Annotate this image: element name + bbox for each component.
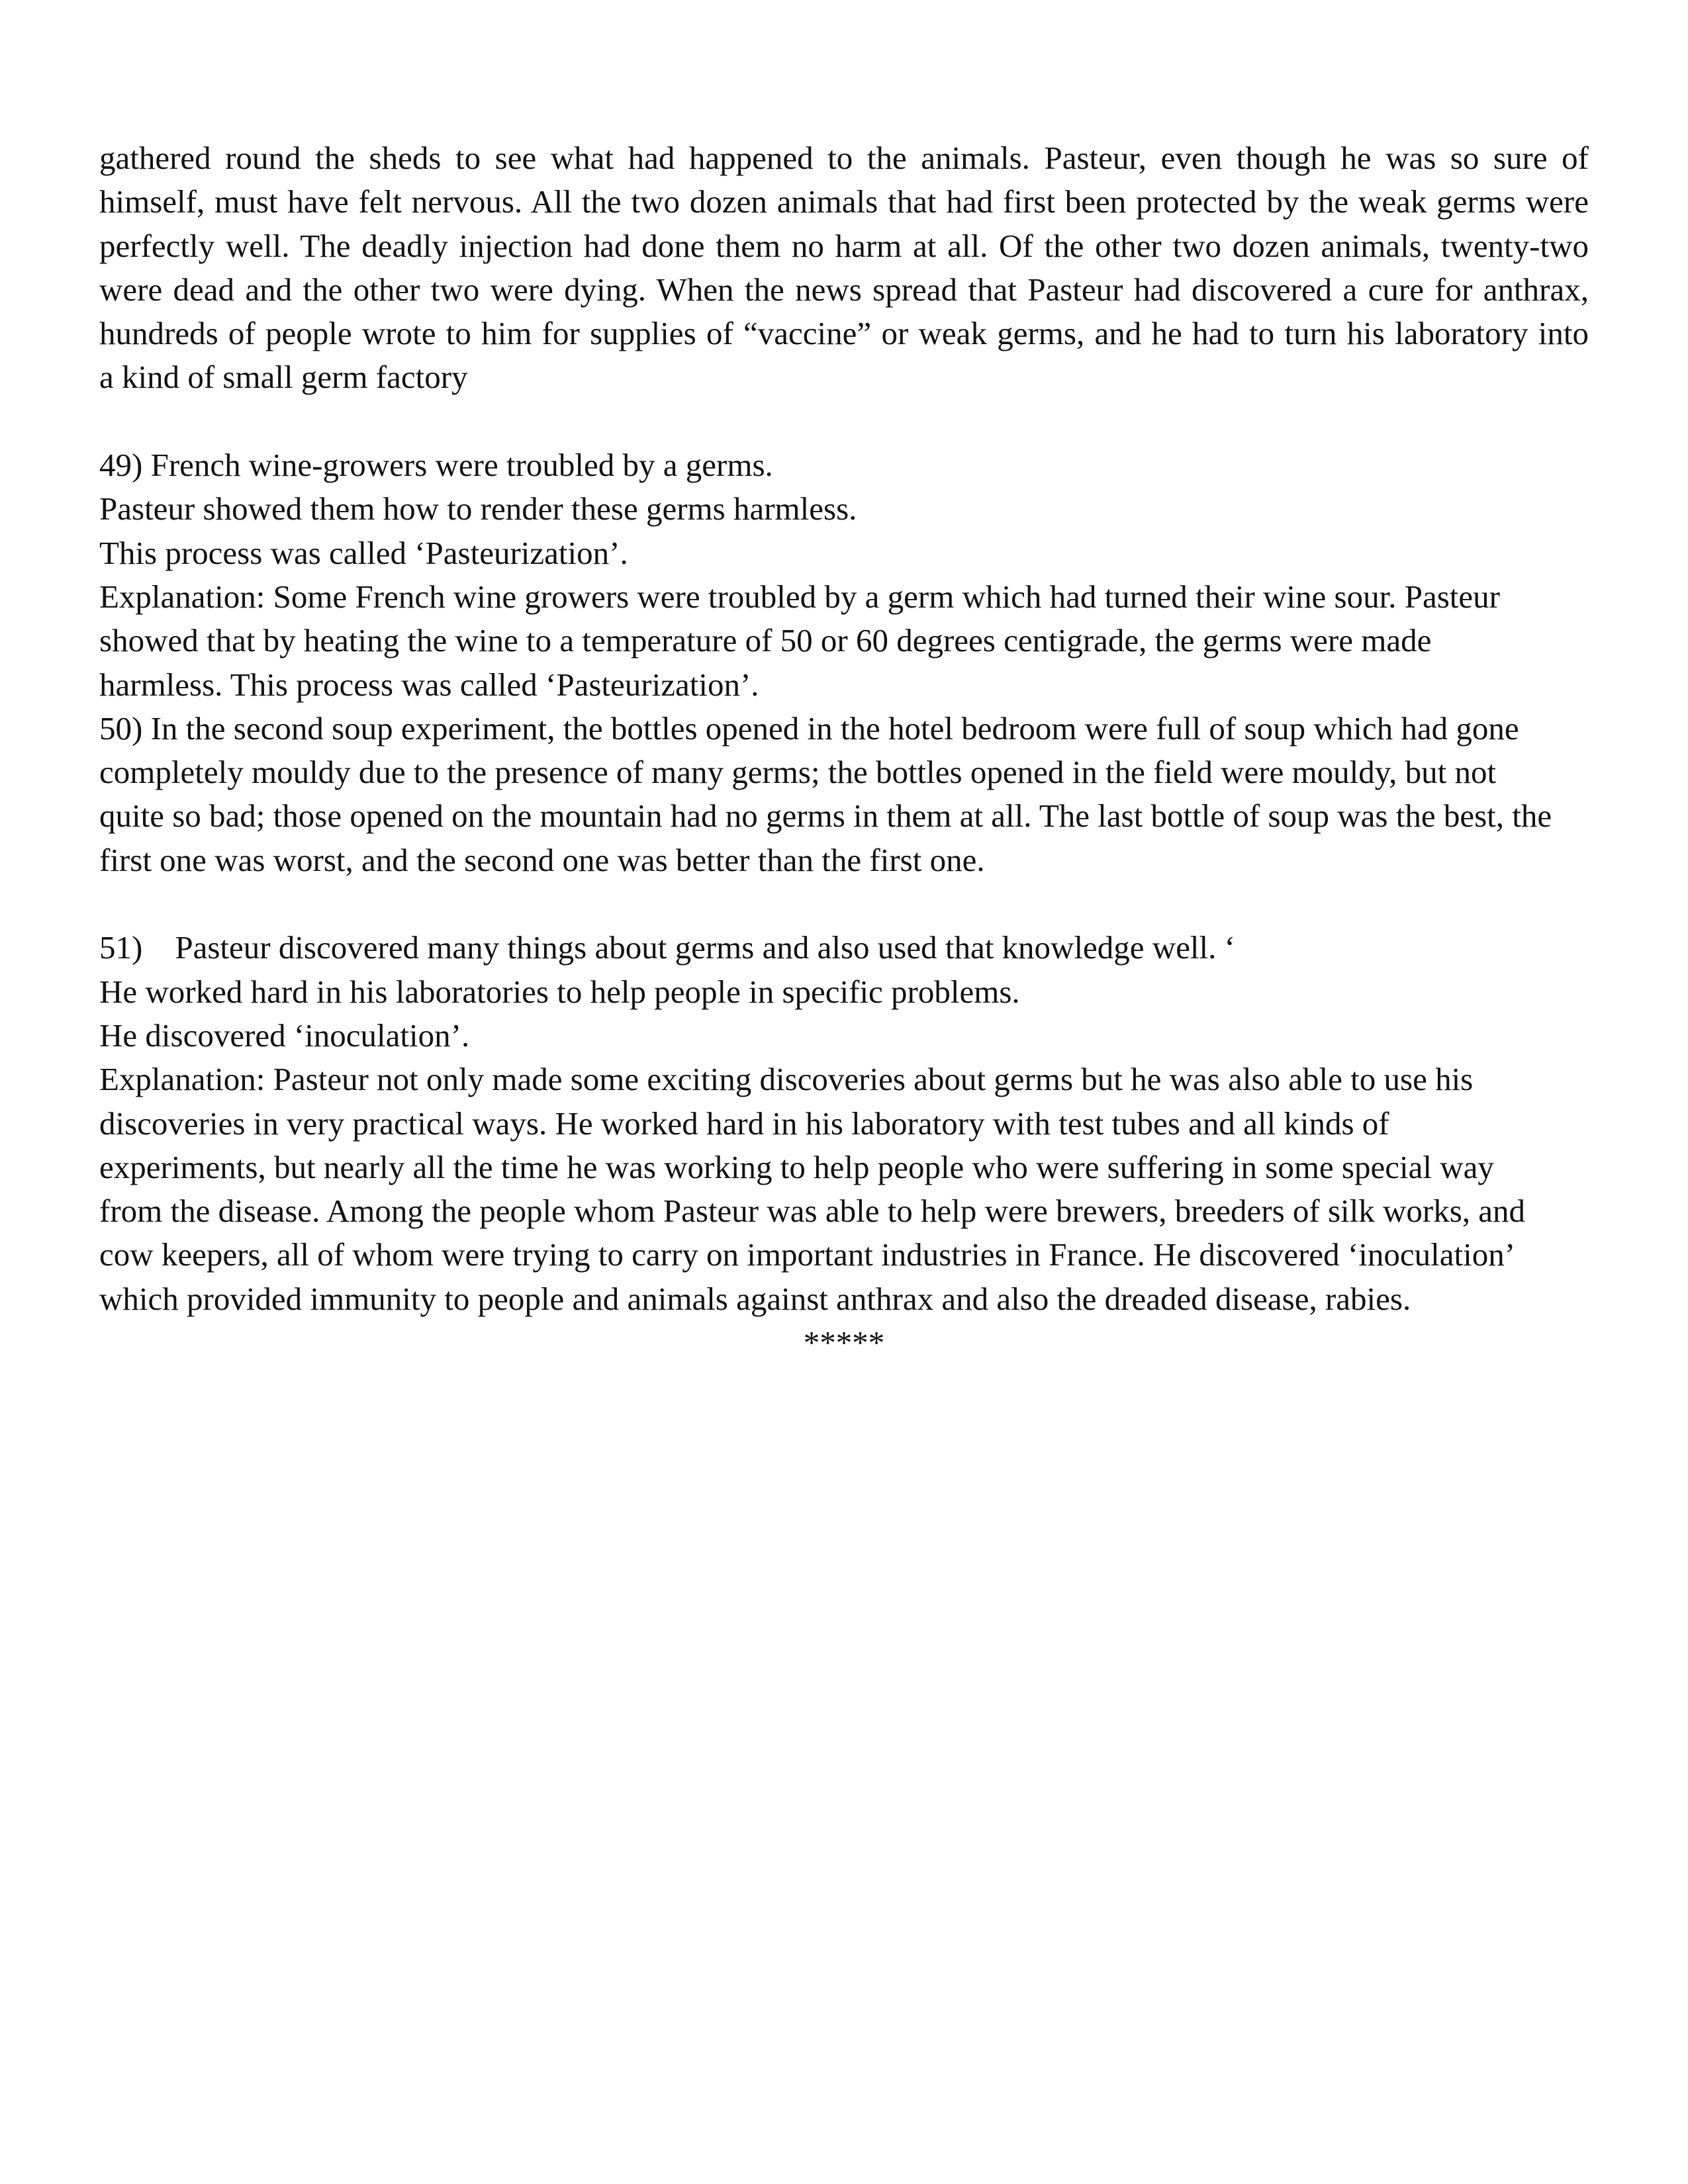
q49-explanation-line: showed that by heating the wine to a temperature of 50 or 60 degrees centigrade, the germs were made bbox=[99, 622, 1432, 659]
question-50 bbox=[99, 707, 1589, 882]
q50-line: completely mouldy due to the presence of many germs; the bottles opened in the field were mouldy, but not bbox=[99, 754, 1497, 791]
intro-line: himself, must have felt nervous. All the two dozen animals that had first been protected by the weak germs were bbox=[99, 183, 1589, 220]
q49-answer-line: 49) French wine-growers were troubled by a germs. bbox=[99, 447, 773, 484]
paragraph-gap bbox=[99, 400, 1589, 443]
q49-answer-line: This process was called ‘Pasteurization’. bbox=[99, 534, 628, 571]
end-marker: ***** bbox=[803, 1324, 885, 1361]
q50-line: 50) In the second soup experiment, the bottles opened in the hotel bedroom were full of soup which had gone bbox=[99, 709, 1519, 747]
question-51 bbox=[99, 926, 1589, 1321]
document-body bbox=[99, 136, 1589, 1365]
q51-answer-line: He discovered ‘inoculation’. bbox=[99, 1017, 470, 1054]
intro-line: were dead and the other two were dying. When the news spread that Pasteur had discovered a cure for anthrax, bbox=[99, 271, 1589, 308]
q51-explanation-line: cow keepers, all of whom were trying to carry on important industries in France. He discovered ‘inoculation’ bbox=[99, 1236, 1516, 1273]
intro-line: a kind of small germ factory bbox=[99, 359, 468, 396]
q51-explanation-line: from the disease. Among the people whom Pasteur was able to help were brewers, breeders of silk works, and bbox=[99, 1193, 1526, 1230]
q49-explanation-line: harmless. This process was called ‘Pasteurization’. bbox=[99, 666, 759, 703]
q51-explanation-line: experiments, but nearly all the time he was working to help people who were suffering in some special way bbox=[99, 1148, 1494, 1185]
q51-explanation-line: discoveries in very practical ways. He worked hard in his laboratory with test tubes and all kinds of bbox=[99, 1105, 1389, 1142]
intro-line: hundreds of people wrote to him for supplies of “vaccine” or weak germs, and he had to turn his laboratory into bbox=[99, 315, 1589, 352]
question-49 bbox=[99, 443, 1589, 707]
q51-answer-line: 51) Pasteur discovered many things about germs and also used that knowledge well. ‘ bbox=[99, 929, 1235, 966]
intro-paragraph bbox=[99, 136, 1589, 400]
q51-explanation-line: which provided immunity to people and animals against anthrax and also the dreaded disease, rabies. bbox=[99, 1280, 1411, 1317]
intro-line: perfectly well. The deadly injection had done them no harm at all. Of the other two dozen animals, twenty-two bbox=[99, 227, 1589, 264]
q51-answer-line: He worked hard in his laboratories to help people in specific problems. bbox=[99, 973, 1020, 1010]
q49-explanation-line: Explanation: Some French wine growers were troubled by a germ which had turned their wine sour. Pasteur bbox=[99, 578, 1500, 615]
intro-line: gathered round the sheds to see what had happened to the animals. Pasteur, even though he was so sure of bbox=[99, 140, 1589, 176]
q49-answer-line: Pasteur showed them how to render these germs harmless. bbox=[99, 490, 857, 527]
q51-explanation-line: Explanation: Pasteur not only made some exciting discoveries about germs but he was also able to use his bbox=[99, 1061, 1474, 1098]
q50-line: first one was worst, and the second one was better than the first one. bbox=[99, 841, 985, 878]
q50-line: quite so bad; those opened on the mountain had no germs in them at all. The last bottle of soup was the best, the bbox=[99, 797, 1552, 835]
paragraph-gap bbox=[99, 882, 1589, 926]
